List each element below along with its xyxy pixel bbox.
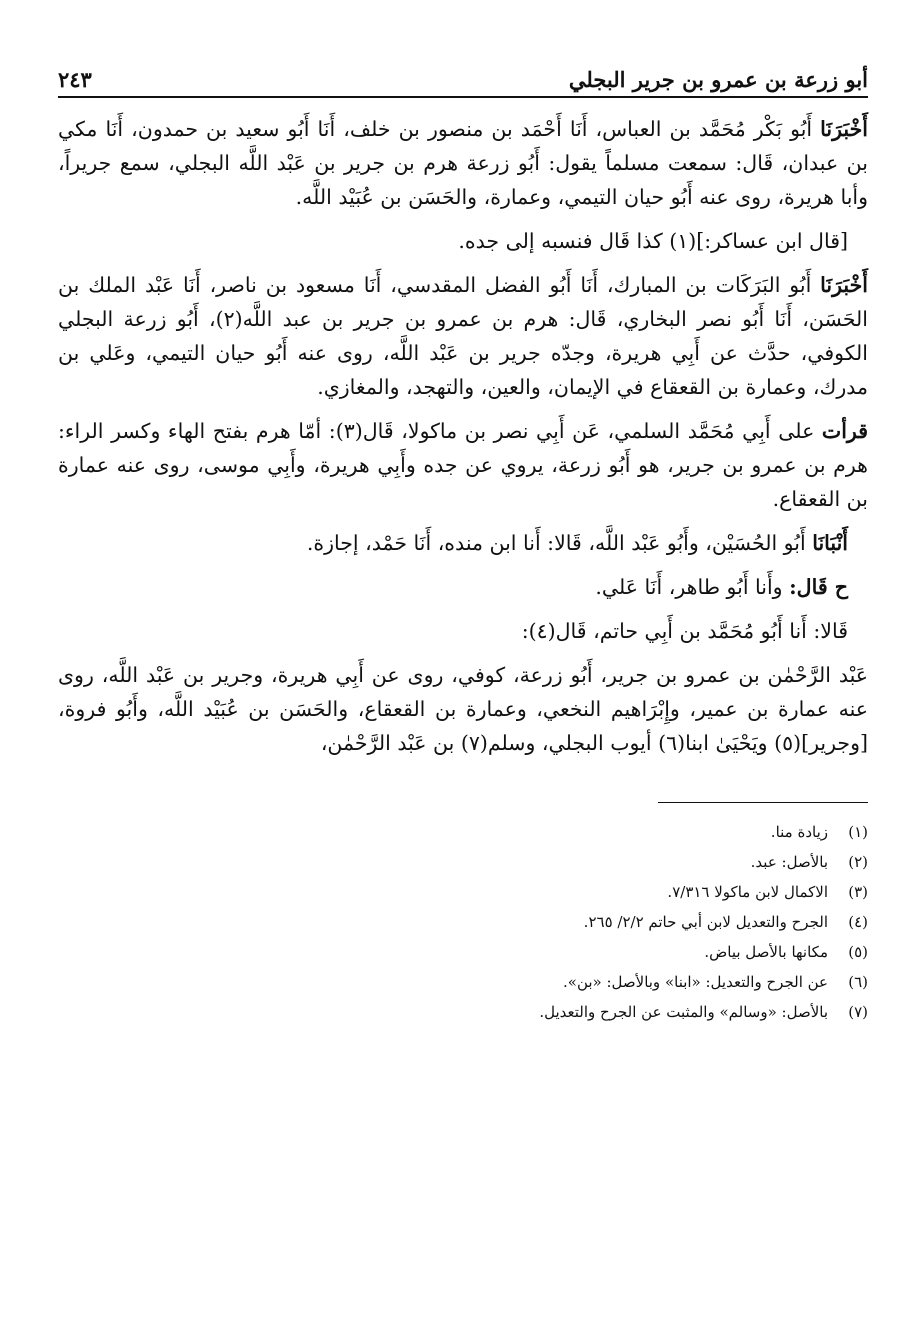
paragraph-text: عَبْد الرَّحْمٰن بن عمرو بن جرير، أَبُو زرعة، كوفي، روى عن أَبِي هريرة، وجرير بن عَبْد اللَّه، روى عنه عمارة بن عمير، وإِبْرَاهيم النخعي، وعمارة بن القعقاع، والحَسَن بن عُبَيْد اللَّه، وأَبُو فروة، [وجرير](٥) ويَحْيَىٰ ابنا(٦) أيوب البجلي، وسلم(٧) بن عَبْد الرَّحْمٰن، bbox=[58, 663, 868, 755]
paragraph-text: أَبُو البَرَكَات بن المبارك، أَنَا أَبُو الفضل المقدسي، أَنَا مسعود بن ناصر، أَنَا عَبْد الملك بن الحَسَن، أَنَا أَبُو نصر البخاري، قَال: هرم بن عمرو بن جرير بن عبد اللَّه(٢)، أَبُو زرعة البجلي الكوفي، حدَّث عن أَبِي هريرة، وجدّه جرير بن عَبْد اللَّه، روى عنه أَبُو حيان التيمي، وعَلي بن مدرك، وعمارة بن القعقاع في الإيمان، والعين، والتهجد، والمغازي. bbox=[58, 273, 868, 399]
paragraph bbox=[58, 224, 868, 258]
footnote-text: مكانها بالأصل بياض. bbox=[704, 943, 828, 961]
document-page bbox=[58, 52, 868, 1027]
running-title: أبو زرعة بن عمرو بن جرير البجلي bbox=[568, 67, 868, 92]
footnote bbox=[58, 847, 868, 877]
footnote-text: زيادة منا. bbox=[770, 823, 828, 841]
footnote-text: عن الجرح والتعديل: «ابنا» وبالأصل: «بن». bbox=[563, 973, 828, 991]
footnote bbox=[58, 907, 868, 937]
footnotes bbox=[58, 817, 868, 1027]
paragraph-lead: ح قَال: bbox=[789, 575, 848, 599]
paragraph bbox=[58, 268, 868, 404]
paragraph-text: [قال ابن عساكر:](١) كذا قَال فنسبه إلى جده. bbox=[458, 229, 848, 253]
paragraph-text: أَبُو الحُسَيْن، وأَبُو عَبْد اللَّه، قَالا: أَنا ابن منده، أَنَا حَمْد، إجازة. bbox=[306, 531, 813, 555]
paragraph-lead: أَخْبَرَنَا bbox=[820, 273, 868, 297]
footnote bbox=[58, 967, 868, 997]
footnote-number: (٢) bbox=[848, 853, 868, 871]
paragraph-lead: أَخْبَرَنَا bbox=[820, 117, 868, 141]
paragraph-text: قَالا: أَنا أَبُو مُحَمَّد بن أَبِي حاتم، قَال(٤): bbox=[521, 619, 848, 643]
paragraph-lead: أَنْبَانَا bbox=[812, 531, 848, 555]
footnote bbox=[58, 997, 868, 1027]
page-number: ٢٤٣ bbox=[58, 67, 92, 92]
footnote-number: (٣) bbox=[848, 883, 868, 901]
paragraph bbox=[58, 112, 868, 214]
footnote-number: (١) bbox=[848, 823, 868, 841]
footnote-text: بالأصل: «وسالم» والمثبت عن الجرح والتعديل. bbox=[539, 1003, 828, 1021]
paragraph-text: على أَبِي مُحَمَّد السلمي، عَن أَبِي نصر بن ماكولا، قَال(٣): أمّا هرم بفتح الهاء وكسر الراء: هرم بن عمرو بن جرير، هو أَبُو زرعة، يروي عن جده وأَبِي هريرة، وأَبِي موسى، روى عنه عمارة بن القعقاع. bbox=[58, 419, 868, 511]
footnote bbox=[58, 877, 868, 907]
paragraph bbox=[58, 570, 868, 604]
paragraph bbox=[58, 414, 868, 516]
footnote-number: (٤) bbox=[848, 913, 868, 931]
footnote bbox=[58, 817, 868, 847]
paragraph bbox=[58, 658, 868, 760]
paragraph-text: أَبُو بَكْر مُحَمَّد بن العباس، أَنَا أَحْمَد بن منصور بن خلف، أَنَا أَبُو سعيد بن حمدون، أَنَا مكي بن عبدان، قَال: سمعت مسلماً يقول: أَبُو زرعة هرم بن جرير بن عَبْد اللَّه البجلي، سمع جريراً، وأبا هريرة، روى عنه أَبُو حيان التيمي، وعمارة، والحَسَن بن عُبَيْد اللَّه. bbox=[58, 117, 868, 209]
footnote-number: (٥) bbox=[848, 943, 868, 961]
paragraph-text: وأَنا أَبُو طاهر، أَنَا عَلي. bbox=[595, 575, 790, 599]
footnote-number: (٦) bbox=[848, 973, 868, 991]
footnote-text: الاكمال لابن ماكولا ٧/٣١٦. bbox=[667, 883, 828, 901]
paragraph bbox=[58, 614, 868, 648]
footnote-divider bbox=[658, 802, 868, 803]
footnote-number: (٧) bbox=[848, 1003, 868, 1021]
body-text bbox=[58, 112, 868, 760]
footnote bbox=[58, 937, 868, 967]
paragraph-lead: قرأت bbox=[821, 419, 869, 443]
page-header bbox=[58, 52, 868, 98]
footnote-text: الجرح والتعديل لابن أبي حاتم ٢/٢/ ٢٦٥. bbox=[583, 913, 828, 931]
paragraph bbox=[58, 526, 868, 560]
footnote-text: بالأصل: عبد. bbox=[750, 853, 828, 871]
